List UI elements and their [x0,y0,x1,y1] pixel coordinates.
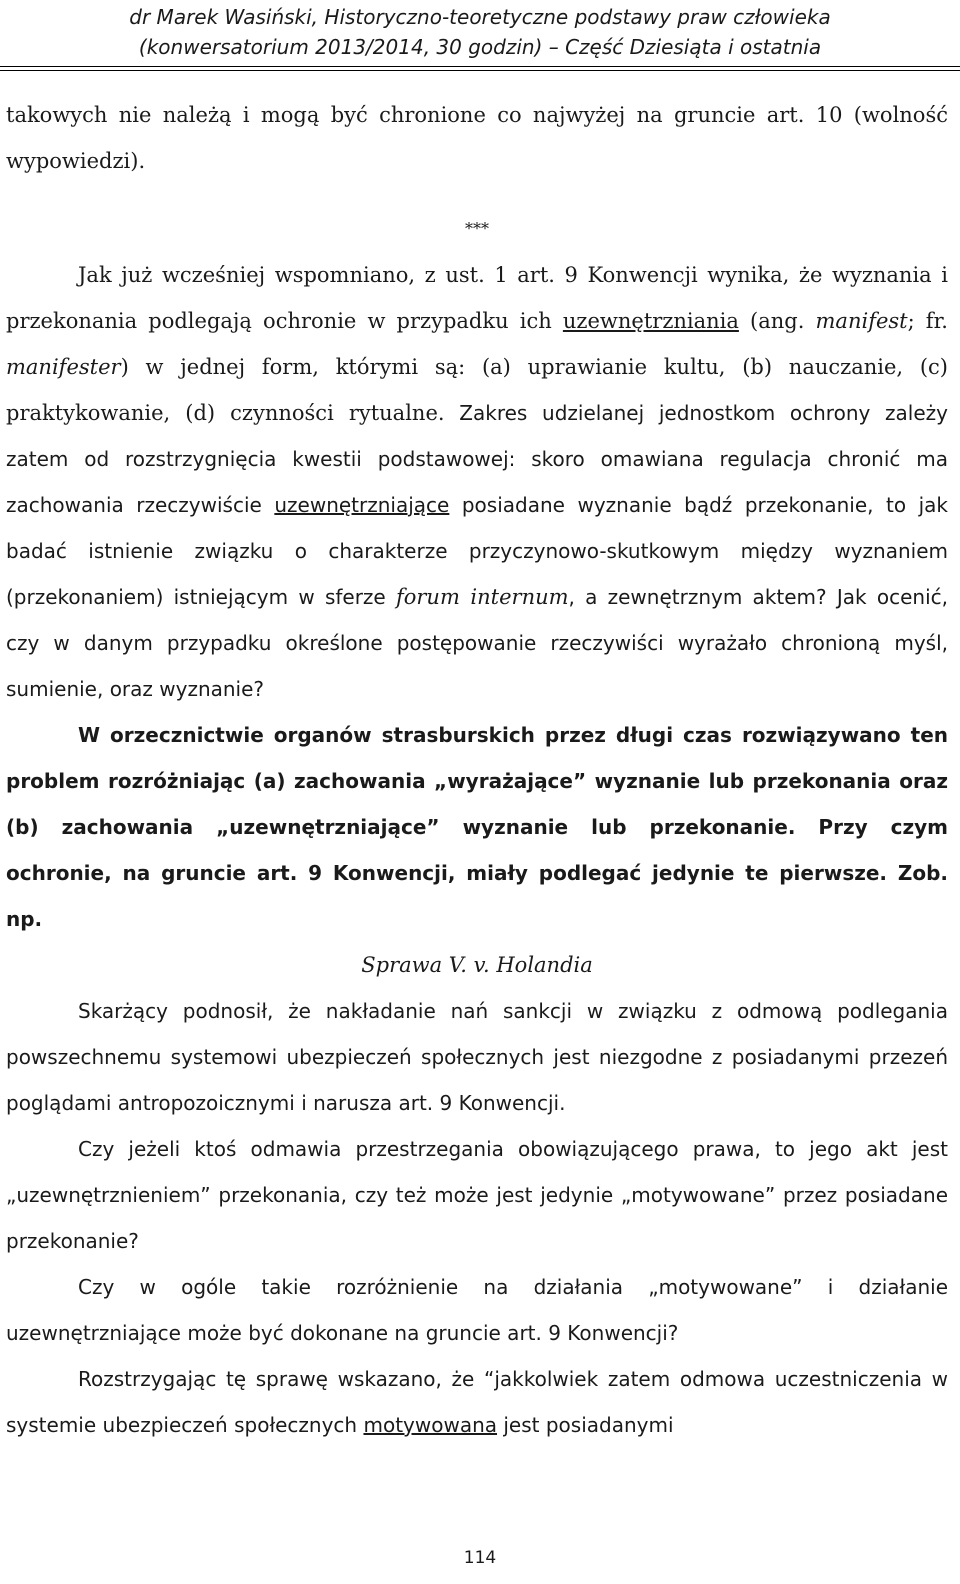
page-body [6,92,948,1448]
case-title: Sprawa V. v. Holandia [361,953,593,977]
underlined-term: motywowana [363,1413,498,1437]
paragraph-5: Czy jeżeli ktoś odmawia przestrzegania obowiązującego prawa, to jego akt jest „uzewnętrznieniem” przekonania, czy też może jest jedynie „motywowane” przez posiadane przekonanie? [6,1137,948,1253]
paragraph-4: Skarżący podnosił, że nakładanie nań sankcji w związku z odmową podlegania powszechnemu systemowi ubezpieczeń społecznych jest niezgodne z posiadanymi przezeń poglądami antropozoicznymi i narusza art. 9 Konwencji. [6,999,948,1115]
underlined-term: uzewnętrzniające [274,493,450,517]
paragraph-1: takowych nie należą i mogą być chronione co najwyżej na gruncie art. 10 (wolność wypowiedzi). [6,103,948,173]
section-separator: *** [465,219,489,238]
italic-term: manifester [6,355,121,379]
page-number: 114 [463,1548,497,1568]
italic-term: forum internum [395,585,569,609]
paragraph-6: Czy w ogóle takie rozróżnienie na działania „motywowane” i działanie uzewnętrzniające może być dokonane na gruncie art. 9 Konwencji? [6,1275,948,1345]
header-rule-bottom [0,70,960,71]
running-header [0,0,960,62]
paragraph-2: Jak już wcześniej wspomniano, z ust. 1 art. 9 Konwencji wynika, że wyznania i przekonania podlegają ochronie w przypadku ich uzewnętrzniania (ang. manifest; fr. manifester) w jednej form, którymi są: (a) uprawianie kultu, (b) nauczanie, (c) praktykowanie, (d) czynności rytualne. Zakres udzielanej jednostkom ochrony zależy zatem od rozstrzygnięcia kwestii podstawowej: skoro omawiana regulacja chronić ma zachowania rzeczywiście uzewnętrzniające posiadane wyznanie bądź przekonanie, to jak badać istnienie związku o charakterze przyczynowo-skutkowym między wyznaniem (przekonaniem) istniejącym w sferze forum internum, a zewnętrznym aktem? Jak ocenić, czy w danym przypadku określone postępowanie rzeczywiści wyrażało chronioną myśl, sumienie, oraz wyznanie? [6,263,948,701]
paragraph-7: Rozstrzygając tę sprawę wskazano, że “jakkolwiek zatem odmowa uczestniczenia w systemie ubezpieczeń społecznych motywowana jest posiadanymi [6,1367,948,1437]
header-rule-top [0,66,960,67]
header-line-2: (konwersatorium 2013/2014, 30 godzin) – Część Dziesiąta i ostatnia [138,35,822,59]
header-line-1: dr Marek Wasiński, Historyczno-teoretyczne podstawy praw człowieka [129,5,831,29]
paragraph-3: W orzecznictwie organów strasburskich przez długi czas rozwiązywano ten problem rozróżniając (a) zachowania „wyrażające” wyznanie lub przekonania oraz (b) zachowania „uzewnętrzniające” wyznanie lub przekonanie. Przy czym ochronie, na gruncie art. 9 Konwencji, miały podlegać jedynie te pierwsze. Zob. np. [6,723,948,931]
underlined-term: uzewnętrzniania [562,309,739,333]
italic-term: manifest [815,309,908,333]
